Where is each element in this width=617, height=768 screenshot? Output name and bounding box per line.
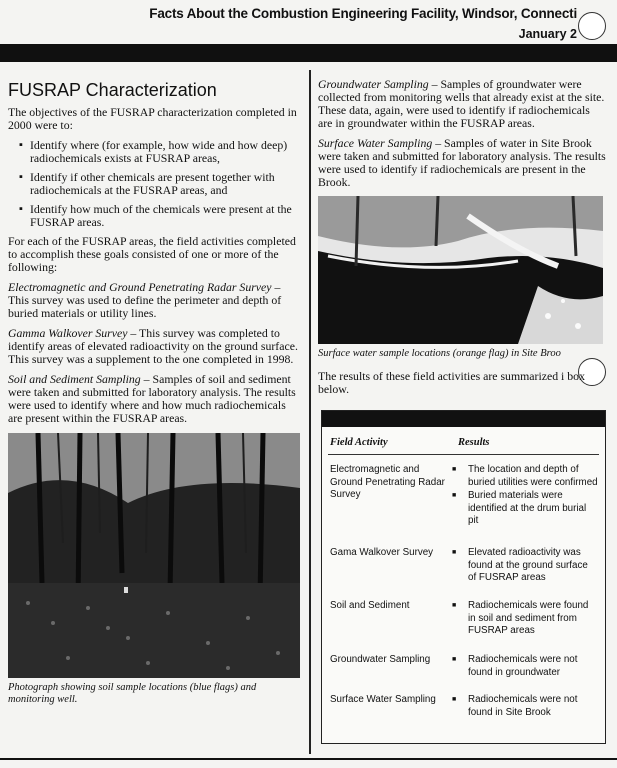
- right-column: [318, 78, 606, 403]
- row-results: [458, 654, 598, 680]
- result-item: ■ Radiochemicals were not found in Site Brook: [458, 694, 598, 719]
- surface-water-sampling-lead: Surface Water Sampling: [318, 136, 433, 150]
- list-item: ▪ Identify how much of the chemicals were present at the FUSRAP areas.: [30, 203, 298, 229]
- gamma-survey-paragraph: [8, 327, 298, 366]
- soil-sample-photo: [8, 433, 300, 678]
- em-survey-text: – This survey was used to define the perimeter and depth of buried materials or utility lines.: [8, 280, 282, 320]
- row-results: [458, 547, 598, 586]
- em-survey-paragraph: [8, 281, 298, 320]
- column-header-results: Results: [458, 437, 490, 448]
- soil-photo-caption: Photograph showing soil sample locations (blue flags) and monitoring well.: [8, 682, 257, 705]
- section-heading: FUSRAP Characterization: [8, 80, 217, 100]
- activities-intro: For each of the FUSRAP areas, the field activities completed to accomplish these goals consisted of one or more of the following:: [8, 234, 296, 274]
- surface-water-photo: [318, 196, 603, 344]
- soil-sampling-paragraph: [8, 373, 298, 425]
- surface-water-sampling-text: – Samples of water in Site Brook were taken and submitted for laboratory analysis. The results were used to identify if radiochemicals are present in the Brook.: [318, 136, 606, 189]
- result-item: ■ Elevated radioactivity was found at the ground surface of FUSRAP areas: [458, 547, 598, 585]
- result-item: ■ The location and depth of buried utilities were confirmed: [458, 464, 598, 489]
- list-item: ▪ Identify if other chemicals are present together with radiochemicals at the FUSRAP areas, and: [30, 171, 298, 197]
- header-bar: [0, 44, 617, 62]
- objectives-list: [8, 139, 298, 229]
- table-header-rule: [328, 454, 599, 455]
- gamma-survey-lead: Gamma Walkover Survey: [8, 326, 128, 340]
- row-results: [458, 600, 598, 639]
- document-header-title: Facts About the Combustion Engineering Facility, Windsor, Connecti: [149, 6, 577, 21]
- intro-paragraph: The objectives of the FUSRAP characterization completed in 2000 were to:: [8, 105, 297, 132]
- document-header-date: January 2: [518, 27, 577, 41]
- soil-sampling-text: – Samples of soil and sediment were taken and submitted for laboratory analysis. The results were used to identify where and how much radiochemicals are present within the FUSRAP areas.: [8, 372, 296, 425]
- gamma-survey-text: – This survey was completed to identify areas of elevated radioactivity on the ground surface. This survey was a supplement to the one completed in 1998.: [8, 326, 298, 366]
- column-header-activity: Field Activity: [330, 437, 388, 448]
- table-top-bar: [322, 411, 605, 427]
- row-activity: Electromagnetic and Ground Penetrating Radar Survey: [330, 464, 445, 500]
- result-item: ■ Buried materials were identified at the drum burial pit: [458, 490, 598, 528]
- row-activity: Gama Walkover Survey: [330, 547, 434, 558]
- row-activity: Groundwater Sampling: [330, 654, 431, 665]
- groundwater-sampling-lead: Groundwater Sampling: [318, 77, 429, 91]
- soil-sampling-lead: Soil and Sediment Sampling: [8, 372, 141, 386]
- em-survey-lead: Electromagnetic and Ground Penetrating Radar Survey: [8, 280, 272, 294]
- surface-water-sampling-paragraph: [318, 137, 606, 189]
- row-results: [458, 694, 598, 720]
- groundwater-sampling-text: – Samples of groundwater were collected from monitoring wells that already exist at the site. These data, again, were used to identify if radiochemicals are in groundwater within the FUSRAP areas.: [318, 77, 605, 130]
- row-results: [458, 464, 598, 529]
- bottom-rule: [0, 758, 617, 760]
- row-activity: Surface Water Sampling: [330, 694, 436, 705]
- list-item: ▪ Identify where (for example, how wide and how deep) radiochemicals exists at FUSRAP areas,: [30, 139, 298, 165]
- results-table: [321, 410, 606, 744]
- row-activity: Soil and Sediment: [330, 600, 410, 611]
- binder-hole-icon: [578, 12, 606, 40]
- result-item: ■ Radiochemicals were found in soil and sediment from FUSRAP areas: [458, 600, 598, 638]
- column-divider: [309, 70, 311, 754]
- left-column: [8, 80, 298, 706]
- groundwater-sampling-paragraph: [318, 78, 606, 130]
- summary-paragraph: The results of these field activities are summarized i box below.: [318, 369, 585, 396]
- surface-water-photo-caption: Surface water sample locations (orange flag) in Site Broo: [318, 348, 561, 359]
- result-item: ■ Radiochemicals were not found in groundwater: [458, 654, 598, 679]
